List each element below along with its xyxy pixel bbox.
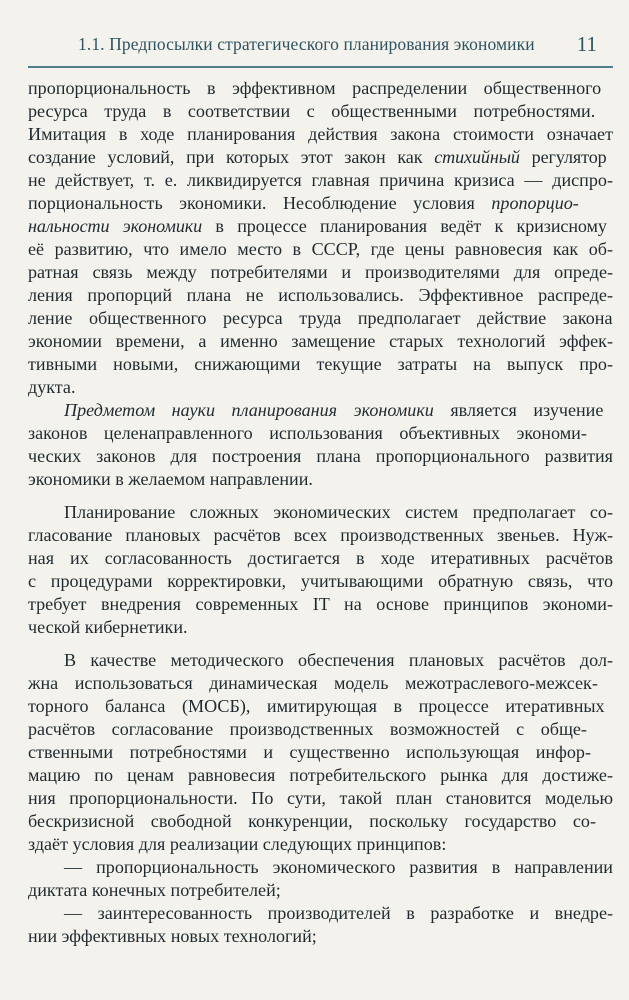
- italic-term: Предметом науки планирования экономики: [64, 400, 434, 420]
- list-item: [28, 856, 613, 902]
- text-line: с процедурами корректировки, учитывающими обратную связь, что: [28, 571, 613, 591]
- text-line: мацию по ценам равновесия потребительского рынка для достиже-: [28, 765, 613, 785]
- chapter-section-title: 1.1. Предпосылки стратегического планирования экономики: [78, 34, 535, 54]
- text-line: — заинтересованность производителей в разработке и внедре-: [64, 903, 613, 923]
- text-line: экономики в желаемом направлении.: [28, 469, 313, 489]
- text-line: жна использоваться динамическая модель межотраслевого-межсек-: [28, 673, 598, 693]
- text-line: ная их согласованность достигается в ходе итеративных расчётов: [28, 548, 613, 568]
- text-line: бескризисной свободной конкуренции, поскольку государство со-: [28, 811, 596, 831]
- body-text: [28, 77, 613, 948]
- text-line: ление общественного ресурса труда предполагает действие закона: [28, 308, 613, 328]
- text-line: экономии времени, а именно замещение старых технологий эффек-: [28, 331, 613, 351]
- text-line: ния пропорциональности. По сути, такой план становится моделью: [28, 788, 613, 808]
- text-line: Предметом науки планирования экономики является изучение: [64, 400, 604, 420]
- text-line: ственными потребностями и существенно использующая инфор-: [28, 742, 591, 762]
- paragraph-spacing: [28, 639, 613, 649]
- paragraph: [28, 77, 613, 399]
- text-line: законов целенаправленного использования объективных экономи-: [28, 423, 587, 443]
- paragraph: [28, 399, 613, 491]
- page-number: 11: [576, 32, 597, 56]
- text-line: создание условий, при которых этот закон как стихийный регулятор: [28, 147, 607, 167]
- text-line: пропорциональность в эффективном распределении общественного: [28, 78, 602, 98]
- italic-term: нальности экономики: [28, 216, 203, 236]
- text-line: В качестве методического обеспечения плановых расчётов дол-: [64, 650, 613, 670]
- text-line: не действует, т. е. ликвидируется главная причина кризиса — диспро-: [28, 170, 613, 190]
- paragraph-spacing: [28, 491, 613, 501]
- italic-term: пропорцио-: [491, 193, 579, 213]
- text-line: гласование плановых расчётов всех производственных звеньев. Нуж-: [28, 525, 613, 545]
- text-line: Имитация в ходе планирования действия закона стоимости означает: [28, 124, 613, 144]
- text-line: дукта.: [28, 377, 76, 397]
- text-line: ления пропорций плана не использовались. Эффективное распреде-: [28, 285, 613, 305]
- text-line: торного баланса (МОСБ), имитирующая в процессе итеративных: [28, 696, 605, 716]
- text-line: нальности экономики в процессе планирования ведёт к кризисному: [28, 216, 607, 236]
- text-line: диктата конечных потребителей;: [28, 880, 281, 900]
- paragraph: [28, 501, 613, 639]
- text-line: ресурса труда в соответствии с общественными потребностями.: [28, 101, 596, 121]
- text-line: порциональность экономики. Несоблюдение условия пропорцио-: [28, 193, 579, 213]
- text-line: — пропорциональность экономического развития в направлении: [64, 857, 613, 877]
- italic-term: стихийный: [434, 147, 520, 167]
- text-line: здаёт условия для реализации следующих принципов:: [28, 834, 447, 854]
- text-line: расчётов согласование производственных возможностей с обще-: [28, 719, 587, 739]
- text-line: требует внедрения современных IT на основе принципов экономи-: [28, 594, 613, 614]
- text-line: ческой кибернетики.: [28, 617, 188, 637]
- list-item: [28, 902, 613, 948]
- text-line: Планирование сложных экономических систем предполагает со-: [64, 502, 613, 522]
- text-line: ческих законов для построения плана пропорционального развития: [28, 446, 613, 466]
- text-line: нии эффективных новых технологий;: [28, 926, 317, 946]
- paragraph: [28, 649, 613, 856]
- running-header: [28, 26, 613, 68]
- text-line: её развитию, что имело место в СССР, где цены равновесия как об-: [28, 239, 613, 259]
- text-line: ратная связь между потребителями и производителями для опреде-: [28, 262, 613, 282]
- text-line: тивными новыми, снижающими текущие затраты на выпуск про-: [28, 354, 613, 374]
